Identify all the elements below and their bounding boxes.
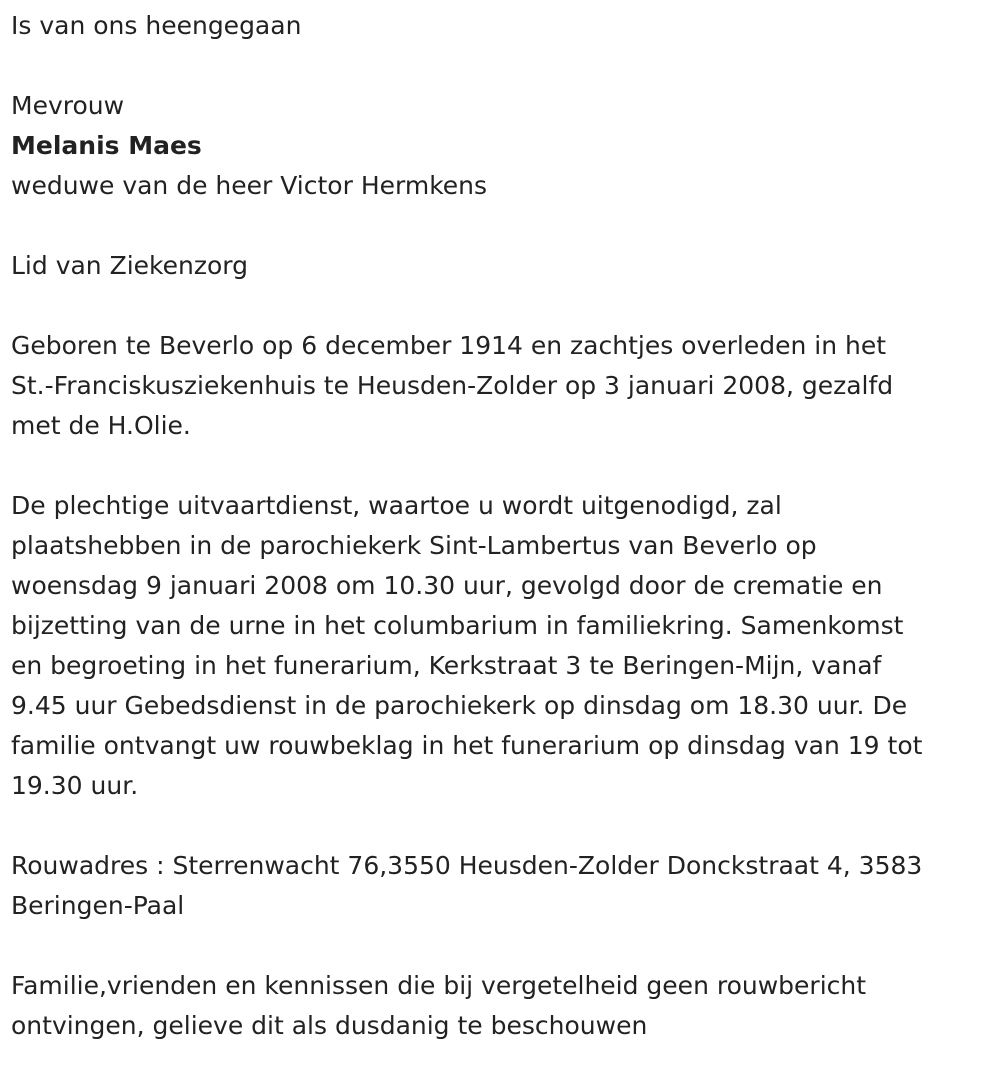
spacer (11, 446, 986, 486)
membership-text: Lid van Ziekenzorg (11, 251, 248, 280)
paragraph-line: familie ontvangt uw rouwbeklag in het funerarium op dinsdag van 19 tot (11, 731, 923, 760)
paragraph-line: 9.45 uur Gebedsdienst in de parochiekerk op dinsdag om 18.30 uur. De (11, 691, 908, 720)
relation-text: weduwe van de heer Victor Hermkens (11, 171, 488, 200)
spacer (11, 806, 986, 846)
spacer (11, 46, 986, 86)
paragraph-line: De plechtige uitvaartdienst, waartoe u wordt uitgenodigd, zal (11, 491, 782, 520)
spacer (11, 926, 986, 966)
paragraph-line: Beringen-Paal (11, 891, 185, 920)
address-paragraph (11, 846, 986, 926)
spacer (11, 286, 986, 326)
salutation: Mevrouw (11, 91, 125, 120)
paragraph-line: woensdag 9 januari 2008 om 10.30 uur, gevolgd door de crematie en (11, 571, 883, 600)
paragraph-line: Rouwadres : Sterrenwacht 76,3550 Heusden-Zolder Donckstraat 4, 3583 (11, 851, 923, 880)
paragraph-line: plaatshebben in de parochiekerk Sint-Lambertus van Beverlo op (11, 531, 817, 560)
birth-death-paragraph (11, 326, 986, 446)
paragraph-line: bijzetting van de urne in het columbarium in familiekring. Samenkomst (11, 611, 904, 640)
paragraph-line: ontvingen, gelieve dit als dusdanig te beschouwen (11, 1011, 648, 1040)
paragraph-line: St.-Franciskusziekenhuis te Heusden-Zolder op 3 januari 2008, gezalfd (11, 371, 894, 400)
paragraph-line: en begroeting in het funerarium, Kerkstraat 3 te Beringen-Mijn, vanaf (11, 651, 882, 680)
deceased-name: Melanis Maes (11, 131, 202, 160)
intro-text: Is van ons heengegaan (11, 11, 302, 40)
paragraph-line: Geboren te Beverlo op 6 december 1914 en zachtjes overleden in het (11, 331, 887, 360)
paragraph-line: Familie,vrienden en kennissen die bij vergetelheid geen rouwbericht (11, 971, 867, 1000)
service-paragraph (11, 486, 986, 806)
paragraph-line: met de H.Olie. (11, 411, 191, 440)
spacer (11, 206, 986, 246)
paragraph-line: 19.30 uur. (11, 771, 139, 800)
closing-paragraph (11, 966, 986, 1046)
